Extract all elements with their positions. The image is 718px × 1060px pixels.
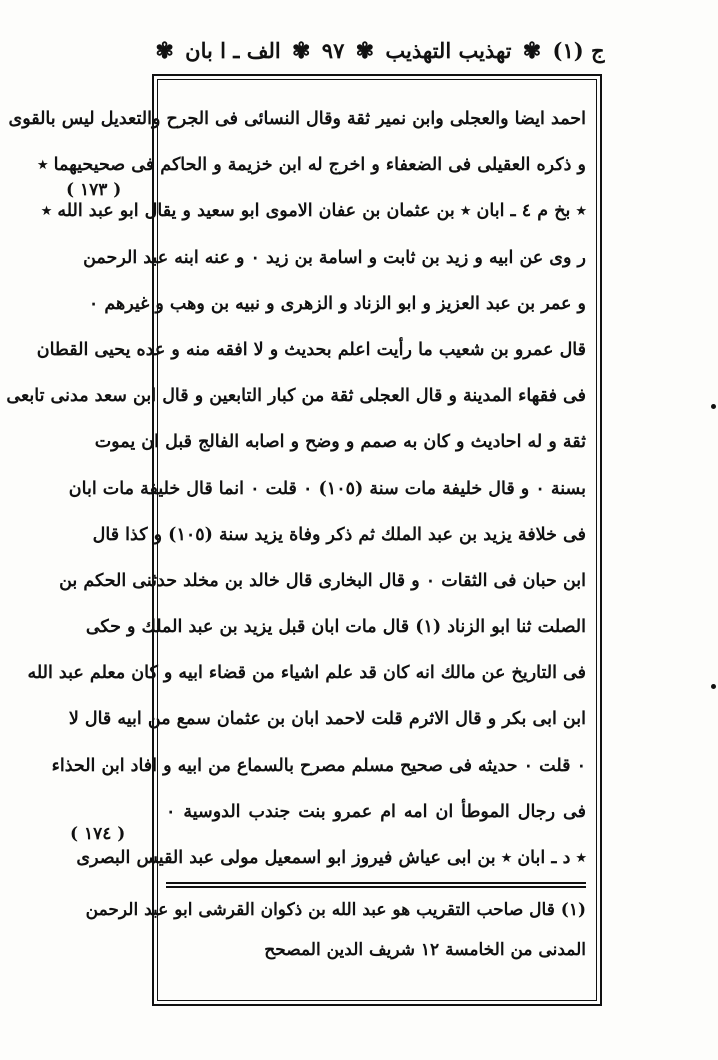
text-line: ر وى عن ابيه و زيد بن ثابت و اسامة بن زيد ٠ و عنه ابنه عبد الرحمن <box>83 247 586 268</box>
text-line: فى التاريخ عن مالك انه كان قد علم اشياء من قضاء ابيه و كان معلم عبد الله <box>27 663 586 684</box>
footnote-divider <box>166 882 586 884</box>
text-line: بسنة ٠ و قال خليفة مات سنة (١٠٥) ٠ قلت ٠ انما قال خليفة مات ابان <box>68 478 586 499</box>
flower-ornament-icon: ✾ <box>155 37 174 64</box>
entry-heading-line: ٭ د ـ ابان ٭ بن ابى عياش فيروز ابو اسمعيل مولى عبد القيس البصرى <box>76 848 586 868</box>
section-heading: الف ـ ا بان <box>185 38 281 63</box>
entry-heading-line: ٭ بخ م ٤ ـ ابان ٭ بن عثمان بن عفان الاموى ابو سعيد و يقال ابو عبد الله ٭ <box>41 201 586 222</box>
text-line: فى خلافة يزيد بن عبد الملك ثم ذكر وفاة يزيد سنة (١٠٥) و كذا قال <box>92 524 586 545</box>
flower-ornament-icon: ✾ <box>355 37 375 64</box>
text-line: قال عمرو بن شعيب ما رأيت اعلم بحديث و لا افقه منه و عده يحيى القطان <box>36 339 586 360</box>
text-line: ثقة و له احاديث و كان به صمم و وضح و اصابه الفالج قبل ان يموت <box>94 432 586 453</box>
book-title: تهذيب التهذيب <box>385 38 512 63</box>
running-header <box>120 36 640 72</box>
scan-speck <box>711 404 716 409</box>
text-line: ابن حبان فى الثقات ٠ و قال البخارى قال خالد بن مخلد حدثنى الحكم بن <box>59 570 586 591</box>
scan-speck <box>711 684 716 689</box>
entry-number-173: ( ١٧٣ ) <box>66 180 122 200</box>
flower-ornament-icon: ✾ <box>522 37 542 64</box>
text-line: و ذكره العقيلى فى الضعفاء و اخرج له ابن خزيمة و الحاكم فى صحيحيهما ٭ <box>38 155 586 176</box>
flower-ornament-icon: ✾ <box>292 37 311 64</box>
text-line: الصلت ثنا ابو الزناد (١) قال مات ابان قبل يزيد بن عبد الملك و حكى <box>85 617 586 638</box>
text-line: و عمر بن عبد العزيز و ابو الزناد و الزهرى و نبيه بن وهب و غيرهم ٠ <box>88 293 586 314</box>
text-line: ابن ابى بكر و قال الاثرم قلت لاحمد ابان بن عثمان سمع من ابيه قال لا <box>68 709 586 730</box>
page-number: ٩٧ <box>321 38 345 63</box>
text-line: فى فقهاء المدينة و قال العجلى ثقة من كبار التابعين و قال ابن سعد مدنى تابعى <box>6 386 586 407</box>
text-line: ٠ قلت ٠ حديثه فى صحيح مسلم مصرح بالسماع من ابيه و افاد ابن الحذاء <box>51 755 586 776</box>
footnote-line: المدنى من الخامسة ١٢ شريف الدين المصحح <box>264 940 586 960</box>
footnote-divider <box>166 886 586 888</box>
text-line: احمد ايضا والعجلى وابن نمير ثقة وقال النسائى فى الجرح والتعديل ليس بالقوى <box>8 109 586 129</box>
footnotes <box>85 890 586 970</box>
text-line: فى رجال الموطأ ان امه ام عمرو بنت جندب الدوسية ٠ <box>166 801 586 822</box>
footnote-line: (١) قال صاحب التقريب هو عبد الله بن ذكوان القرشى ابو عبد الرحمن <box>85 900 586 920</box>
entry-number-174: ( ١٧٤ ) <box>70 824 126 844</box>
header-left-marker: ج (١) <box>552 38 605 63</box>
